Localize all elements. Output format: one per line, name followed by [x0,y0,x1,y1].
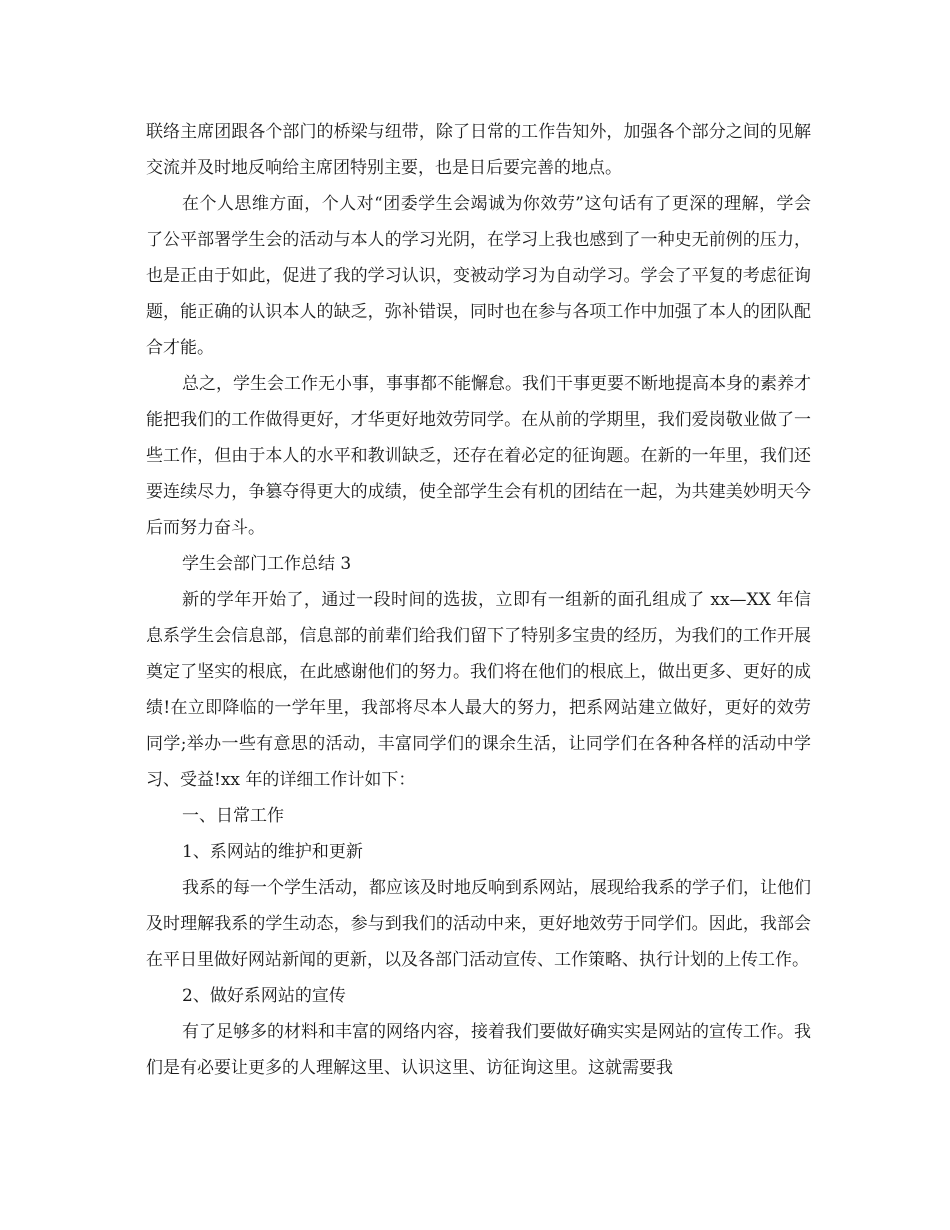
list-item-1-heading: 1、系网站的维护和更新 [182,842,363,862]
section-heading: 学生会部门工作总结 3 [182,554,352,574]
list-item-2-heading: 2、做好系网站的宣传 [182,986,346,1006]
paragraph-3: 总之，学生会工作无小事，事事都不能懈怠。我们干事更要不断地提高本身的素养才能把我们的工作做得更好，才华更好地效劳同学。在从前的学期里，我们爱岗敬业做了一些工作，但由于本人的水平和教训缺乏，还存在着必定的征询题。在新的一年里，我们还要连续尽力，争篡夺得更大的成绩，使全部学生会有机的团结在一起，为共建美妙明天今后而努力奋斗。 [146,374,811,538]
paragraph-1: 联络主席团跟各个部门的桥梁与纽带，除了日常的工作告知外，加强各个部分之间的见解交流并及时地反响给主席团特别主要，也是日后要完善的地点。 [146,122,811,178]
document-body [146,114,811,1086]
subheading-daily-work: 一、日常工作 [182,806,284,826]
paragraph-6: 有了足够多的材料和丰富的网络内容，接着我们要做好确实实是网站的宣传工作。我们是有必要让更多的人理解这里、认识这里、访征询这里。这就需要我 [146,1022,811,1078]
paragraph-5: 我系的每一个学生活动，都应该及时地反响到系网站，展现给我系的学子们，让他们及时理解我系的学生动态，参与到我们的活动中来，更好地效劳于同学们。因此，我部会在平日里做好网站新闻的更新，以及各部门活动宣传、工作策略、执行计划的上传工作。 [146,878,811,970]
paragraph-4: 新的学年开始了，通过一段时间的选拔，立即有一组新的面孔组成了 xx—XX 年信息系学生会信息部，信息部的前辈们给我们留下了特别多宝贵的经历，为我们的工作开展奠定了坚实的根底，在此感谢他们的努力。我们将在他们的根底上，做出更多、更好的成绩!在立即降临的一学年里，我部将尽本人最大的努力，把系网站建立做好，更好的效劳同学;举办一些有意思的活动，丰富同学们的课余生活，让同学们在各种各样的活动中学习、受益!xx 年的详细工作计如下： [146,590,811,790]
paragraph-2: 在个人思维方面，个人对“团委学生会竭诚为你效劳”这句话有了更深的理解，学会了公平部署学生会的活动与本人的学习光阴，在学习上我也感到了一种史无前例的压力，也是正由于如此，促进了我的学习认识，变被动学习为自动学习。学会了平复的考虑征询题，能正确的认识本人的缺乏，弥补错误，同时也在参与各项工作中加强了本人的团队配合才能。 [146,194,811,358]
